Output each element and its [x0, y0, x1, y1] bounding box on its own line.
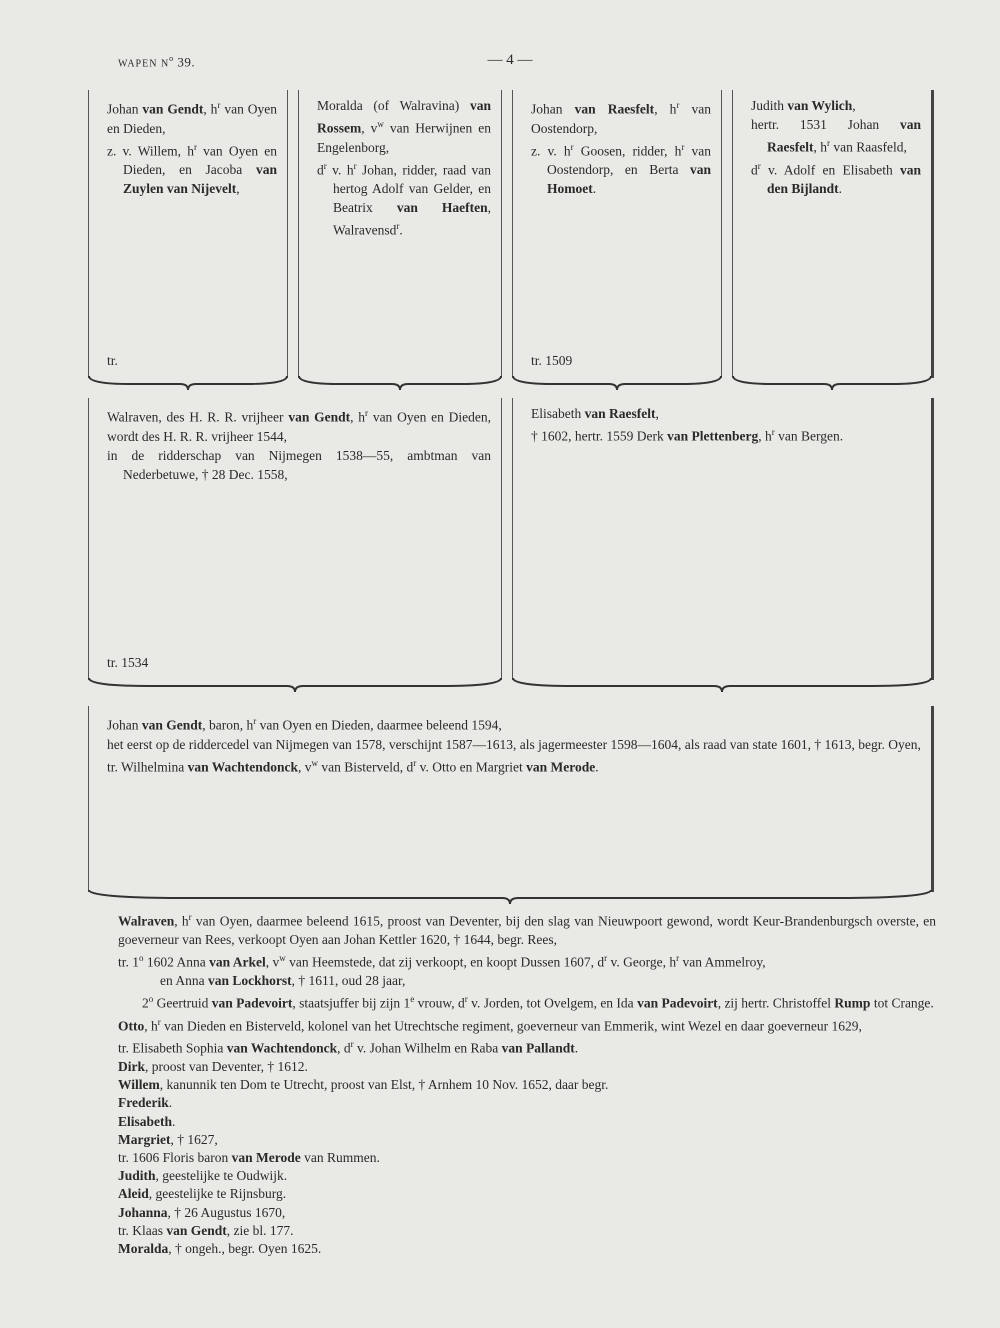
- marriage-label: tr. 1509: [531, 353, 573, 368]
- ancestor-box-1: [88, 90, 288, 378]
- text-line: Moralda (of Walravina) van Rossem, $v^w$ van Herwijnen en Engelenborg,: [317, 98, 492, 155]
- text-line: z. v. Willem, $h^r$ van Oyen en Dieden, en Jacoba van Zuylen van Nijevelt,: [107, 141, 277, 196]
- plate-prefix: WAPEN N: [118, 58, 170, 70]
- child-entry: Walraven, $h^r$ van Oyen, daarmee beleend 1615, proost van Deventer, bij den slag van Nieuwpoort gewond, wordt Keur-Brandenburgsch overste, en goeverneur van Rees, verkoopt Oyen aan Johan Kettler 1620, † 1644, begr. Rees,: [118, 912, 936, 947]
- text-line: $d^r$ v. Adolf en Elisabeth van den Bijlandt.: [751, 160, 921, 196]
- child-entry: Elisabeth.: [118, 1113, 176, 1129]
- child-entry: en Anna van Lockhorst, † 1611, oud 28 jaar,: [160, 972, 406, 988]
- text-line: z. v. $h^r$ Goosen, ridder, $h^r$ van Oostendorp, en Berta van Homoet.: [531, 141, 711, 196]
- child-entry: 2$^o$ Geertruid van Padevoirt, staatsjuffer bij zijn 1e vrouw, $d^r$ v. Jorden, tot Ovelgem, en Ida van Padevoirt, zij hertr. Christoffel Rump tot Crange.: [142, 993, 934, 1011]
- text-line: het eerst op de riddercedel van Nijmegen van 1578, verschijnt 1587—1613, als jagermeester 1598—1604, als raad van state 1601, † 1613, begr. Oyen,: [107, 736, 921, 752]
- child-entry: Aleid, geestelijke te Rijnsburg.: [118, 1186, 287, 1202]
- text-line: in de ridderschap van Nijmegen 1538—55, ambtman van Nederbetuwe, † 28 Dec. 1558,: [107, 447, 491, 482]
- child-entry: tr. 1$^o$ 1602 Anna van Arkel, $v^w$ van Heemstede, dat zij verkoopt, en koopt Dussen 1607, $d^r$ v. George, $h^r$ van Ammelroy,: [118, 952, 766, 970]
- children-list: [100, 908, 936, 1258]
- marriage-label: tr.: [107, 353, 118, 368]
- child-entry: Moralda, † ongeh., begr. Oyen 1625.: [118, 1240, 322, 1256]
- main-person-text: [107, 712, 921, 776]
- child-entry: Dirk, proost van Deventer, † 1612.: [118, 1058, 308, 1074]
- child-entry: Judith, geestelijke te Oudwijk.: [118, 1168, 288, 1184]
- plate-sup: o: [169, 54, 174, 63]
- child-entry: Johanna, † 26 Augustus 1670,: [118, 1204, 286, 1220]
- parent-box-1: [88, 398, 502, 680]
- text-line: Johan van Gendt, baron, $h^r$ van Oyen en Dieden, daarmee beleend 1594,: [107, 716, 502, 733]
- text-line: tr. Wilhelmina van Wachtendonck, $v^w$ van Bisterveld, $d^r$ v. Otto en Margriet van Merode.: [107, 757, 599, 774]
- text-line: Judith van Wylich,: [751, 98, 856, 113]
- ancestor-box-text: [531, 96, 711, 198]
- brace-connector: [513, 374, 721, 392]
- brace-connector: [89, 676, 501, 694]
- text-line: Elisabeth van Raesfelt,: [531, 406, 659, 421]
- parent-box-text: [107, 404, 491, 484]
- ancestor-box-text: [751, 96, 921, 198]
- child-entry: Frederik.: [118, 1095, 173, 1111]
- brace-connector: [733, 374, 931, 392]
- child-entry: tr. Elisabeth Sophia van Wachtendonck, $d^r$ v. Johan Wilhelm en Raba van Pallandt.: [118, 1039, 579, 1056]
- marriage-label: tr. 1534: [107, 655, 149, 670]
- text-line: $d^r$ v. $h^r$ Johan, ridder, raad van hertog Adolf van Gelder, en Beatrix van Haeften, Walravensd$^r$.: [317, 160, 491, 238]
- parent-box-text: [531, 404, 921, 446]
- ancestor-box-4: [732, 90, 934, 378]
- text-line: Walraven, des H. R. R. vrijheer van Gendt, $h^r$ van Oyen en Dieden, wordt des H. R. R. vrijheer 1544,: [107, 408, 491, 444]
- ancestor-box-text: [107, 96, 277, 198]
- child-entry: Margriet, † 1627,: [118, 1131, 218, 1147]
- parent-box-2: [512, 398, 934, 680]
- text-line: hertr. 1531 Johan van Raesfelt, $h^r$ van Raasfeld,: [751, 117, 921, 155]
- ancestor-box-2: [298, 90, 502, 378]
- brace-connector: [89, 374, 287, 392]
- child-entry: Willem, kanunnik ten Dom te Utrecht, proost van Elst, † Arnhem 10 Nov. 1652, daar begr.: [118, 1077, 609, 1093]
- text-line: Johan van Gendt, $h^r$ van Oyen en Dieden,: [107, 100, 278, 136]
- brace-connector: [513, 676, 931, 694]
- plate-number: 39.: [173, 54, 196, 70]
- ancestor-box-text: [317, 96, 491, 240]
- child-entry: tr. Klaas van Gendt, zie bl. 177.: [118, 1222, 294, 1238]
- plate-label: [118, 54, 195, 70]
- brace-connector: [89, 888, 931, 906]
- child-entry: tr. 1606 Floris baron van Merode van Rummen.: [118, 1149, 380, 1165]
- brace-connector: [299, 374, 501, 392]
- text-line: † 1602, hertr. 1559 Derk van Plettenberg, $h^r$ van Bergen.: [531, 427, 844, 444]
- text-line: Johan van Raesfelt, $h^r$ van Oostendorp,: [531, 100, 711, 136]
- child-entry: Otto, $h^r$ van Dieden en Bisterveld, kolonel van het Utrechtsche regiment, goeverneur van Emmerik, wint Wezel en daar goeverneur 1629,: [118, 1016, 862, 1034]
- page-number: — 4 —: [487, 52, 533, 68]
- ancestor-box-3: [512, 90, 722, 378]
- main-person-box: [88, 706, 934, 892]
